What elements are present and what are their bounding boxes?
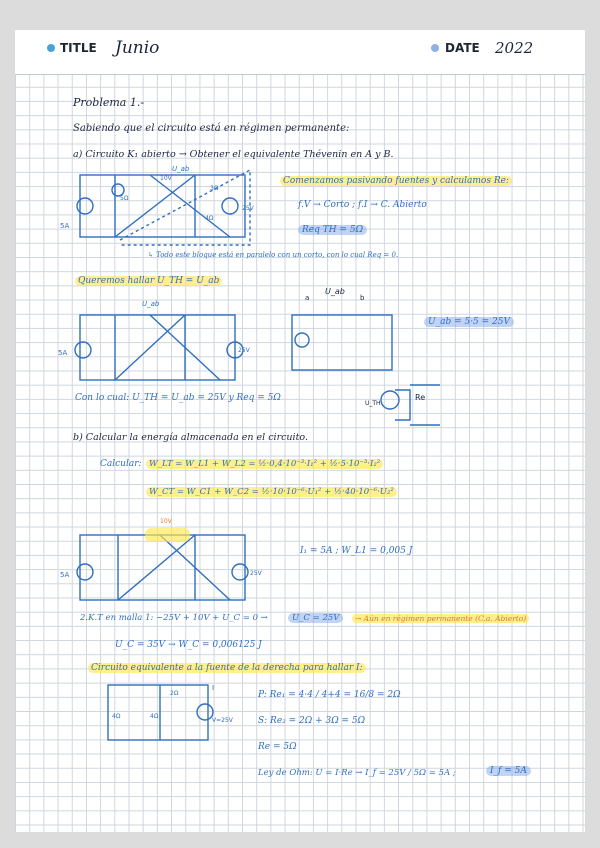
uc2-text: U_C = 35V → W_C = 0,006125 J bbox=[115, 640, 262, 650]
req-th-highlight: Req TH = 5Ω bbox=[298, 225, 367, 235]
uth-label: U_TH bbox=[365, 400, 381, 407]
calc-label: Calcular: bbox=[100, 459, 142, 469]
rule1: f.V → Corto ; f.I → C. Abierto bbox=[298, 200, 427, 210]
title-label: TITLE bbox=[60, 41, 97, 55]
if-box-highlight: I_f = 5A bbox=[486, 766, 531, 776]
circuit2-25v: 25V bbox=[238, 347, 250, 354]
note2-highlight: → Aún en régimen permanente (C.a. Abierto) bbox=[352, 614, 529, 623]
circuit1-25v: 25V bbox=[242, 205, 254, 212]
circuit1-10v: 10V bbox=[160, 175, 172, 182]
want-highlight: Queremos hallar U_TH = U_ab bbox=[75, 276, 222, 286]
circuit3-5a: 5A bbox=[60, 571, 70, 579]
circuit1-4ohm: 4Ω bbox=[205, 215, 214, 222]
circuit1-5ohm: 5Ω bbox=[120, 195, 129, 202]
p-text: P: Re₁ = 4·4 / 4+4 = 16/8 = 2Ω bbox=[258, 690, 401, 700]
problem-heading: Problema 1.- bbox=[73, 96, 145, 109]
conclusion: Con lo cual: U_TH = U_ab = 25V y Req = 5Ω bbox=[75, 393, 281, 403]
circuit1-uab: U_ab bbox=[172, 165, 190, 173]
title-value: Junio bbox=[115, 38, 160, 58]
circuit4-2ohm: 2Ω bbox=[170, 690, 179, 697]
statement: Sabiendo que el circuito está en régimen permanente: bbox=[73, 123, 350, 134]
date-label: DATE bbox=[445, 41, 480, 55]
w-l-highlight: W_LT = W_L1 + W_L2 = ½·0,4·10⁻³·I₁² + ½·5·10⁻³·I₂² bbox=[146, 459, 383, 469]
begin-highlight: Comenzamos pasivando fuentes y calculamos Re: bbox=[280, 176, 512, 186]
lkt-text: 2.K.T en malla 1: −25V + 10V + U_C = 0 → bbox=[80, 613, 268, 623]
circuit3-25v: 25V bbox=[250, 570, 262, 577]
circuit2-uab: U_ab bbox=[142, 300, 160, 308]
circuit4-4ohm-1: 4Ω bbox=[112, 713, 121, 720]
w-c-highlight: W_CT = W_C1 + W_C2 = ½·10·10⁻⁶·U₁² + ½·40·10⁻⁶·U₂² bbox=[146, 487, 397, 497]
circuit1-3ohm: 3Ω bbox=[210, 185, 219, 192]
circuit2-a: a bbox=[305, 294, 310, 302]
re-text: Re = 5Ω bbox=[258, 742, 297, 752]
circuit3-10v: 10V bbox=[160, 518, 172, 525]
ohm-text: Ley de Ohm: U = I·Re → I_f = 25V / 5Ω = 5A ; bbox=[258, 768, 456, 778]
date-value: 2022 bbox=[495, 39, 534, 57]
circuit2-uab2: U_ab bbox=[325, 287, 345, 296]
circuit4-v25: V=25V bbox=[212, 717, 233, 724]
circuit4-i: I bbox=[212, 684, 215, 692]
equiv-highlight: Circuito equivalente a la fuente de la derecha para hallar I: bbox=[88, 663, 366, 673]
part-a: a) Circuito K₁ abierto → Obtener el equivalente Thévenin en A y B. bbox=[73, 149, 394, 160]
circuit2-5a: 5A bbox=[58, 349, 68, 357]
re-label: Re bbox=[415, 393, 426, 402]
uc-box-highlight: U_C = 25V bbox=[288, 613, 343, 623]
i1-text: I₁ = 5A ; W_L1 = 0,005 J bbox=[300, 546, 413, 556]
note: ↳ Todo este bloque está en paralelo con un corto, con lo cual Req = 0. bbox=[148, 251, 399, 259]
circuit2-b: b bbox=[360, 294, 365, 302]
circuit4-4ohm-2: 4Ω bbox=[150, 713, 159, 720]
s-text: S: Re₂ = 2Ω + 3Ω = 5Ω bbox=[258, 716, 366, 726]
part-b: b) Calcular la energía almacenada en el circuito. bbox=[73, 432, 308, 443]
uab-box-highlight: U_ab = 5·5 = 25V bbox=[424, 317, 514, 327]
circuit1-5a: 5A bbox=[60, 222, 70, 230]
